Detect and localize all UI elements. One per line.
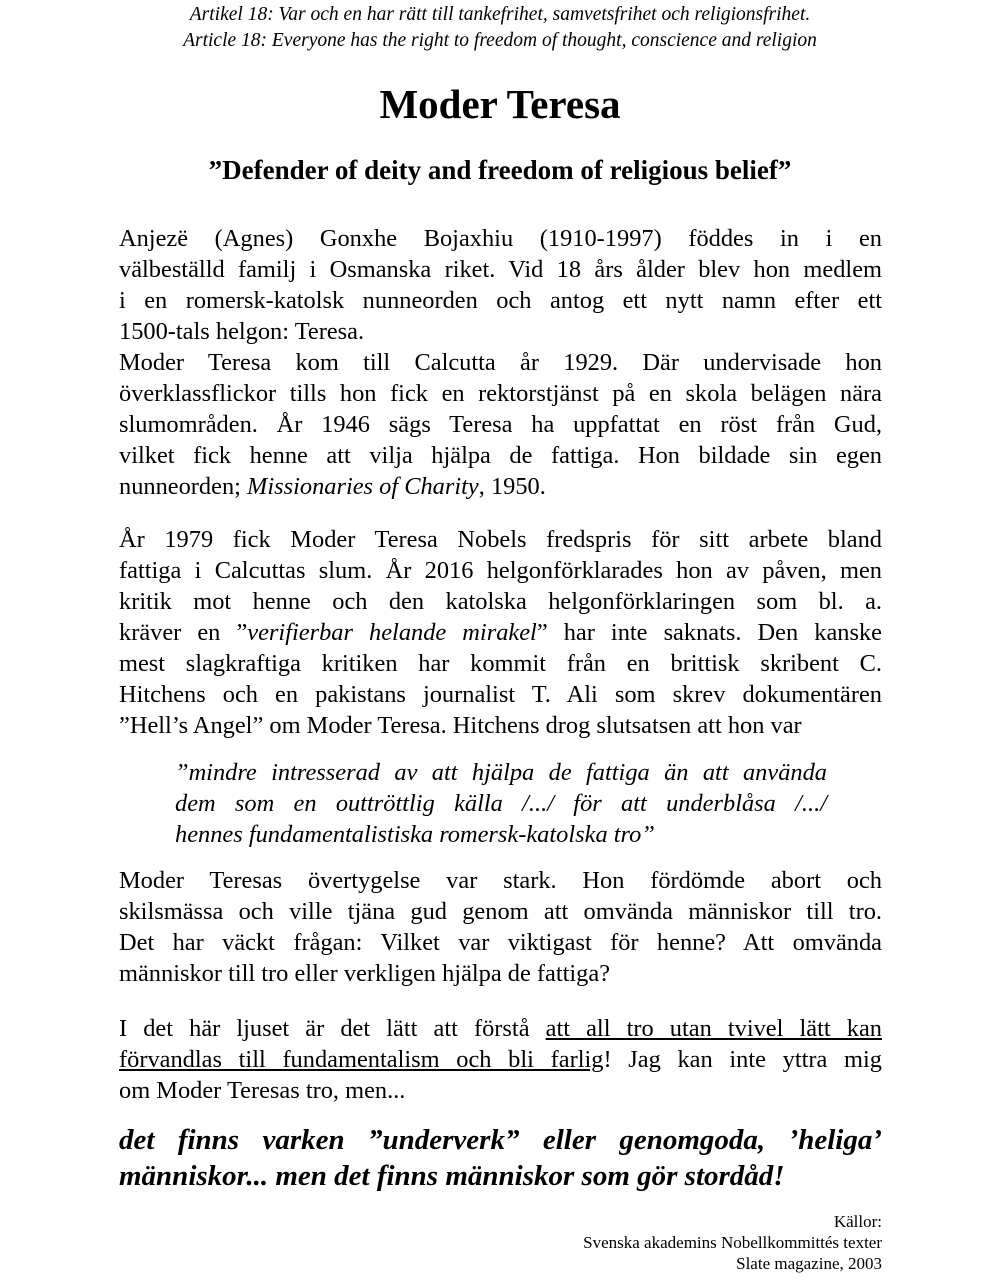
text-run: ! Jag kan inte yttra mig xyxy=(603,1046,882,1073)
article-18-english: Article 18: Everyone has the right to freedom of thought, conscience and religion xyxy=(183,30,817,51)
paragraph-line: människor till tro eller verkligen hjälpa de fattiga? xyxy=(119,960,611,987)
paragraph-line: Anjezë (Agnes) Gonxhe Bojaxhiu (1910-1997) föddes in i en xyxy=(119,225,882,252)
paragraph-line xyxy=(119,617,882,648)
paragraph-line: Moder Teresa kom till Calcutta år 1929. Där undervisade hon xyxy=(119,349,882,376)
source-item: Slate magazine, 2003 xyxy=(736,1254,882,1273)
sources-list xyxy=(583,1211,882,1274)
page-title: Moder Teresa xyxy=(379,81,621,127)
paragraph-line: välbeställd familj i Osmanska riket. Vid 18 års ålder blev hon medlem xyxy=(119,256,882,283)
paragraph-conclusion xyxy=(119,1013,882,1106)
closing-statement xyxy=(119,1122,882,1194)
page-subtitle: ”Defender of deity and freedom of religious belief” xyxy=(208,155,792,185)
paragraph-line xyxy=(119,1013,882,1044)
paragraph-line: vilket fick henne att vilja hjälpa de fattiga. Hon bildade sin egen xyxy=(119,442,882,469)
underlined-statement: att all tro utan tvivel lätt kan xyxy=(545,1015,882,1042)
paragraph-line: 1500-tals helgon: Teresa. xyxy=(119,318,365,345)
text-run: nunneorden; xyxy=(119,473,248,500)
paragraph-line: slumområden. År 1946 sägs Teresa ha uppfattat en röst från Gud, xyxy=(119,411,882,438)
source-item: Svenska akademins Nobellkommittés texter xyxy=(583,1233,882,1252)
text-run: ” har inte saknats. Den kanske xyxy=(536,619,882,646)
paragraph-conviction xyxy=(119,865,882,989)
paragraph-line: År 1979 fick Moder Teresa Nobels fredspris för sitt arbete bland xyxy=(119,526,882,553)
paragraph-line xyxy=(119,471,882,502)
paragraph-calcutta xyxy=(119,347,882,502)
closing-line: det finns varken ”underverk” eller genomgoda, ’heliga’ xyxy=(119,1124,882,1156)
paragraph-line: Hitchens och en pakistans journalist T. Ali som skrev dokumentären xyxy=(119,681,882,708)
missionaries-of-charity-text: Missionaries of Charity xyxy=(247,473,479,500)
paragraph-biography xyxy=(119,223,882,347)
hitchens-quote xyxy=(175,757,827,850)
paragraph-line: skilsmässa och ville tjäna gud genom att omvända människor till tro. xyxy=(119,898,882,925)
closing-line: människor... men det finns människor som gör stordåd! xyxy=(119,1160,785,1192)
paragraph-line: om Moder Teresas tro, men... xyxy=(119,1077,406,1104)
paragraph-line: Det har väckt frågan: Vilket var viktigast för henne? Att omvända xyxy=(119,929,882,956)
quote-line: ”mindre intresserad av att hjälpa de fattiga än att använda xyxy=(175,759,827,786)
text-run: , 1950. xyxy=(478,473,546,500)
text-run: I det här ljuset är det lätt att förstå xyxy=(119,1015,546,1042)
miracle-term: verifierbar helande mirakel xyxy=(247,619,537,646)
sources-heading: Källor: xyxy=(833,1212,882,1231)
underlined-statement: förvandlas till fundamentalism och bli farlig xyxy=(119,1046,604,1073)
text-run: kräver en ” xyxy=(119,619,248,646)
paragraph-line xyxy=(119,1044,882,1075)
paragraph-line: Moder Teresas övertygelse var stark. Hon fördömde abort och xyxy=(119,867,882,894)
paragraph-line: ”Hell’s Angel” om Moder Teresa. Hitchens drog slutsatsen att hon var xyxy=(119,712,802,739)
quote-line: hennes fundamentalistiska romersk-katolska tro” xyxy=(175,821,655,848)
paragraph-line: kritik mot henne och den katolska helgonförklaringen som bl. a. xyxy=(119,588,882,615)
paragraph-line: mest slagkraftiga kritiken har kommit från en brittisk skribent C. xyxy=(119,650,882,677)
article-18-swedish: Artikel 18: Var och en har rätt till tankefrihet, samvetsfrihet och religionsfrihet. xyxy=(189,4,811,25)
paragraph-line: överklassflickor tills hon fick en rektorstjänst på en skola belägen nära xyxy=(119,380,882,407)
quote-line: dem som en outtröttlig källa /.../ för att underblåsa /.../ xyxy=(175,790,827,817)
paragraph-line: i en romersk-katolsk nunneorden och antog ett nytt namn efter ett xyxy=(119,287,882,314)
paragraph-line: fattiga i Calcuttas slum. År 2016 helgonförklarades hon av påven, men xyxy=(119,557,882,584)
paragraph-nobel-criticism xyxy=(119,524,882,741)
